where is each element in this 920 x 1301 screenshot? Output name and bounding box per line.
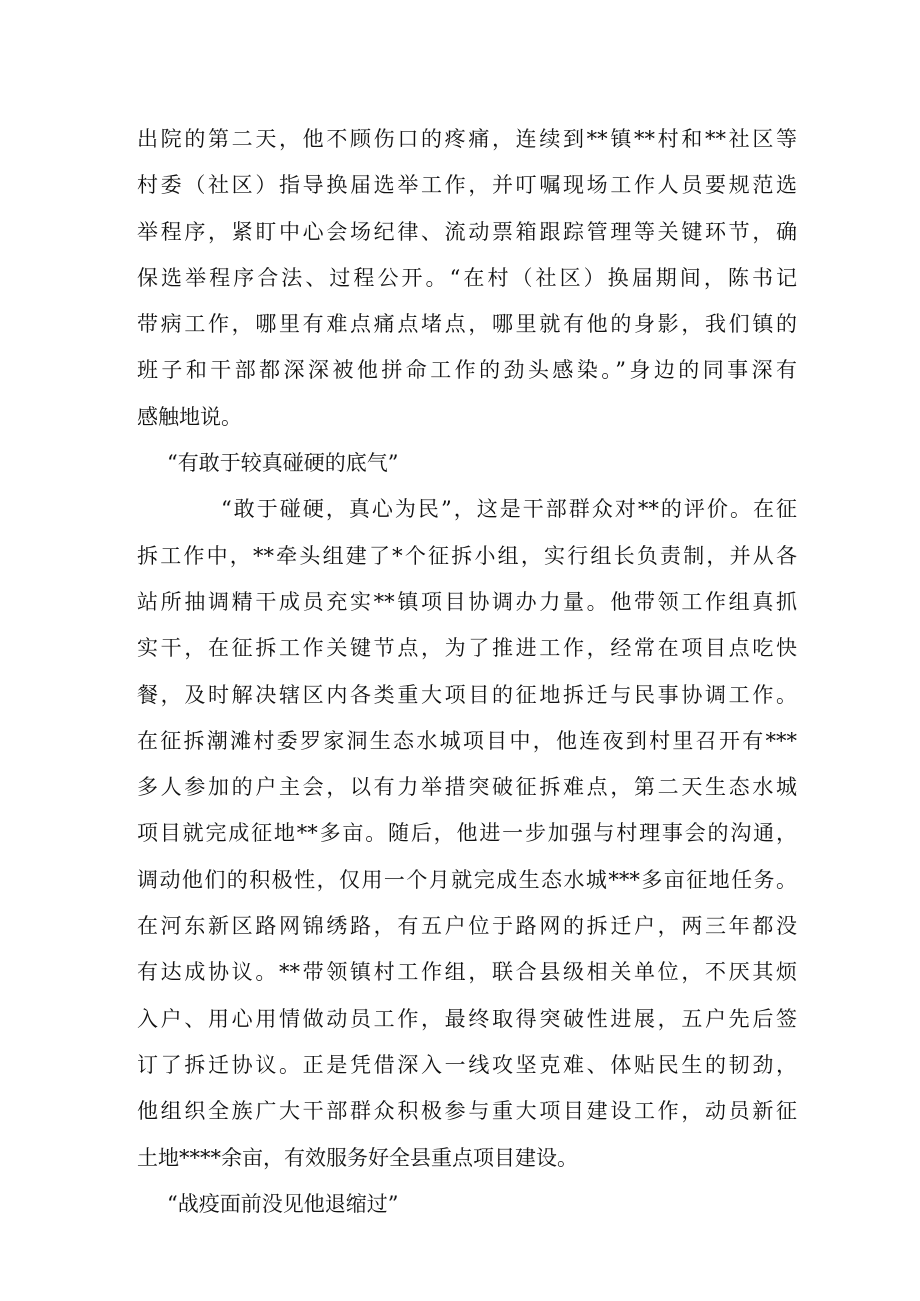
text-line: 村委（社区）指导换届选举工作，并叮嘱现场工作人员要规范选: [137, 173, 797, 198]
text-line: 多人参加的户主会，以有力举措突破征拆难点，第二天生态水城: [137, 775, 797, 800]
text-line: 举程序，紧盯中心会场纪律、流动票箱跟踪管理等关键环节，确: [137, 219, 797, 244]
text-line: 入户、用心用情做动员工作，最终取得突破性进展，五户先后签: [137, 1006, 797, 1031]
text-line: 项目就完成征地**多亩。随后，他进一步加强与村理事会的沟通，: [137, 821, 797, 846]
body-text: [137, 116, 797, 1227]
text-line: 班子和干部都深深被他拼命工作的劲头感染。”身边的同事深有: [137, 358, 797, 383]
section-heading: “战疫面前没见他退缩过”: [167, 1191, 399, 1216]
text-line: 站所抽调精干成员充实**镇项目协调办力量。他带领工作组真抓: [137, 589, 797, 614]
text-line: 有达成协议。**带领镇村工作组，联合县级相关单位，不厌其烦: [137, 960, 797, 985]
text-line: 保选举程序合法、过程公开。“在村（社区）换届期间，陈书记: [137, 265, 797, 290]
text-line: 土地****余亩，有效服务好全县重点项目建设。: [137, 1145, 578, 1170]
text-line: 在河东新区路网锦绣路，有五户位于路网的拆迁户，两三年都没: [137, 914, 797, 939]
text-line: “敢于碰硬，真心为民”，这是干部群众对**的评价。在征: [221, 497, 797, 522]
section-heading: “有敢于较真碰硬的底气”: [167, 451, 399, 476]
text-line: 在征拆潮滩村委罗家洞生态水城项目中，他连夜到村里召开有***: [137, 728, 797, 753]
text-line: 拆工作中，**牵头组建了*个征拆小组，实行组长负责制，并从各: [137, 543, 797, 568]
text-line: 实干，在征拆工作关键节点，为了推进工作，经常在项目点吃快: [137, 636, 797, 661]
text-line: 带病工作，哪里有难点痛点堵点，哪里就有他的身影，我们镇的: [137, 312, 797, 337]
text-line: 调动他们的积极性，仅用一个月就完成生态水城***多亩征地任务。: [137, 867, 797, 892]
text-line: 他组织全族广大干部群众积极参与重大项目建设工作，动员新征: [137, 1099, 797, 1124]
text-line: 感触地说。: [137, 404, 242, 429]
text-line: 餐，及时解决辖区内各类重大项目的征地拆迁与民事协调工作。: [137, 682, 797, 707]
text-line: 订了拆迁协议。正是凭借深入一线攻坚克难、体贴民生的韧劲，: [137, 1052, 797, 1077]
text-line: 出院的第二天，他不顾伤口的疼痛，连续到**镇**村和**社区等: [137, 127, 797, 151]
